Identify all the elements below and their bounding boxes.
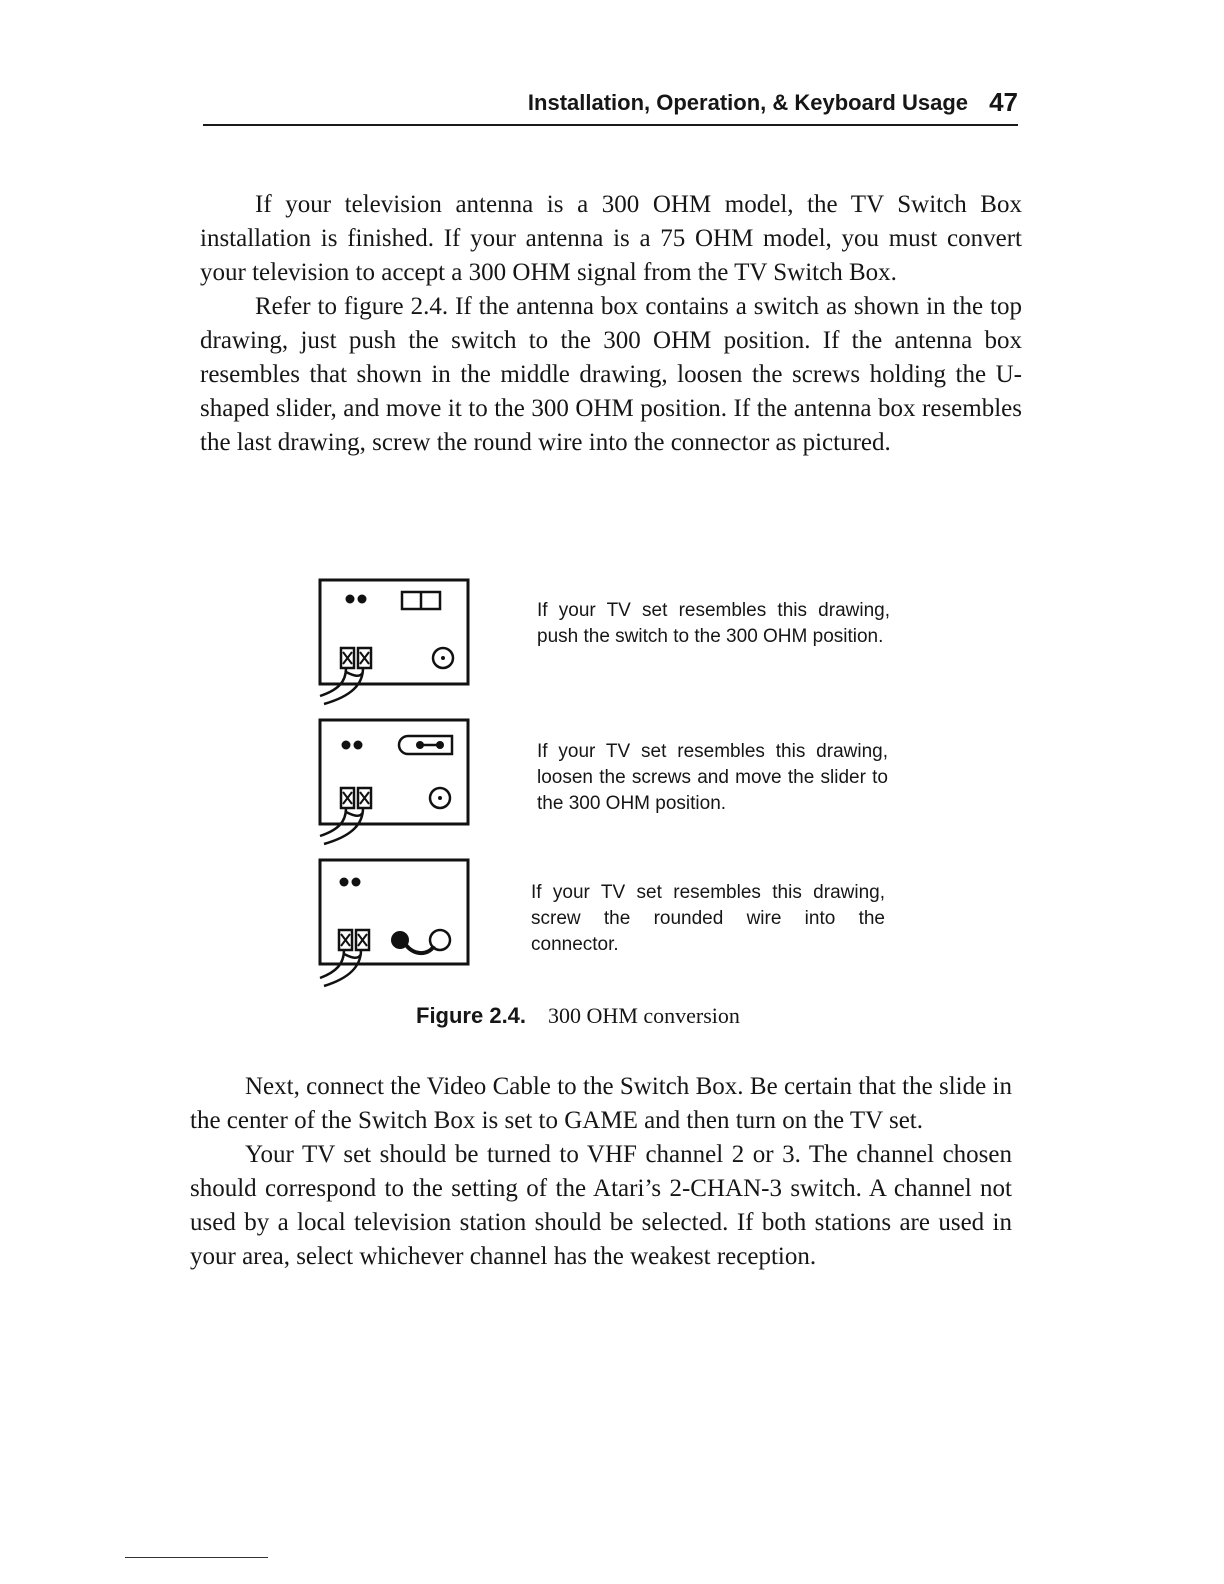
figure-caption	[416, 1003, 740, 1029]
antenna-box-slider-diagram	[316, 718, 472, 848]
paragraph: Next, connect the Video Cable to the Switch Box. Be certain that the slide in the center of the Switch Box is set to GAME and then turn on the TV set.	[190, 1073, 1012, 1134]
figure-note-wire: If your TV set resembles this drawing, screw the rounded wire into the connector.	[531, 882, 885, 955]
paragraph: Refer to figure 2.4. If the antenna box contains a switch as shown in the top drawing, just push the switch to the 300 OHM position. If the antenna box resembles that shown in the middle drawing, loosen the screws holding the U-shaped slider, and move it to the 300 OHM position. If the antenna box resembles the last drawing, screw the round wire into the connector as pictured.	[200, 293, 1022, 456]
chapter-title: Installation, Operation, & Keyboard Usage	[527, 90, 968, 115]
antenna-box-wire-diagram	[316, 858, 472, 988]
paragraph: If your television antenna is a 300 OHM model, the TV Switch Box installation is finished. If your antenna is a 75 OHM model, you must convert your television to accept a 300 OHM signal from the TV Switch Box.	[200, 191, 1022, 286]
footnote-rule	[125, 1557, 268, 1558]
figure-title: 300 OHM conversion	[548, 1003, 740, 1028]
paragraph: Your TV set should be turned to VHF channel 2 or 3. The channel chosen should correspond to the setting of the Atari’s 2-CHAN-3 switch. A channel not used by a local television station should be selected. If both stations are used in your area, select whichever channel has the weakest reception.	[190, 1141, 1012, 1270]
figure-note-switch: If your TV set resembles this drawing, push the switch to the 300 OHM position.	[537, 600, 890, 647]
antenna-box-switch-diagram	[316, 578, 472, 708]
page-number: 47	[989, 87, 1018, 117]
running-head	[203, 84, 1018, 126]
body-text-top	[200, 188, 1022, 460]
figure-label: Figure 2.4.	[416, 1003, 527, 1028]
figure-note-slider: If your TV set resembles this drawing, loosen the screws and move the slider to the 300 OHM position.	[537, 741, 888, 814]
body-text-bottom	[190, 1070, 1012, 1274]
